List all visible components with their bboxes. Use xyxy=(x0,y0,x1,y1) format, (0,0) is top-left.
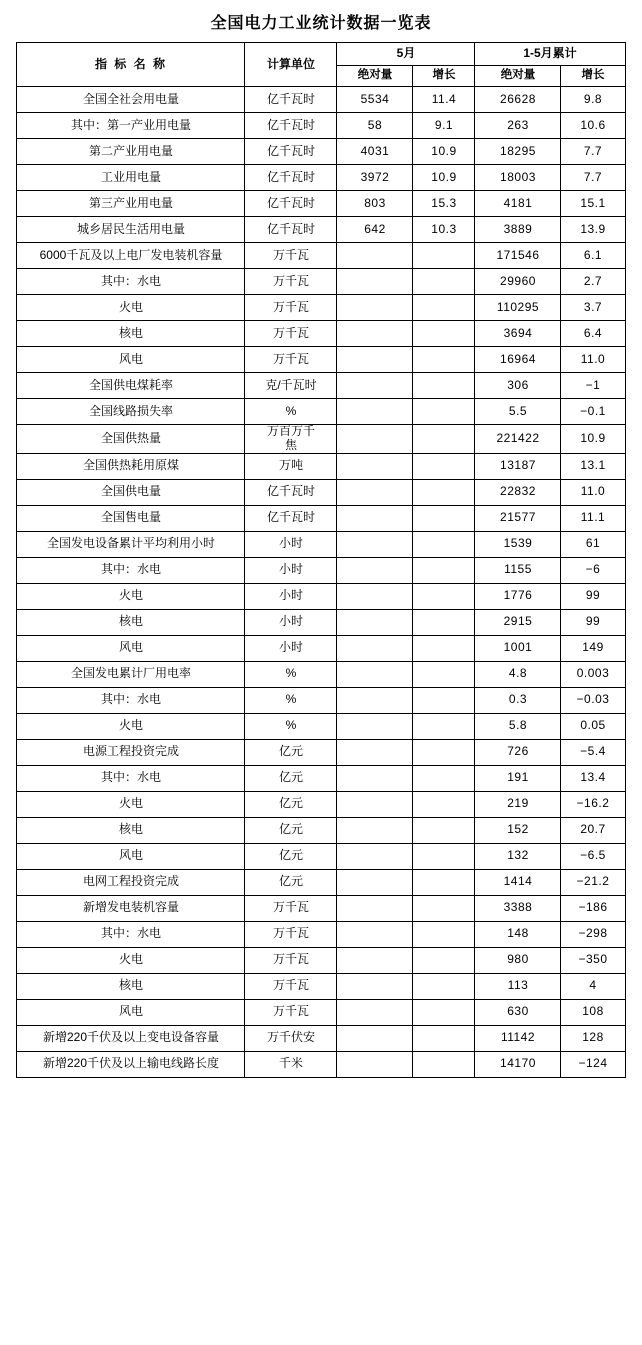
row-indicator-name: 核电 xyxy=(17,817,245,843)
row-unit: 万千瓦 xyxy=(245,295,337,321)
table-row xyxy=(17,817,625,843)
row-month-absolute xyxy=(337,479,413,505)
row-month-growth xyxy=(413,791,475,817)
row-month-growth xyxy=(413,661,475,687)
row-cumulative-absolute: 113 xyxy=(475,973,561,999)
row-cumulative-absolute: 171546 xyxy=(475,243,561,269)
row-cumulative-growth: 0.003 xyxy=(561,661,625,687)
row-indicator-name: 全国供热量 xyxy=(17,425,245,454)
row-indicator-name: 电源工程投资完成 xyxy=(17,739,245,765)
row-indicator-name: 核电 xyxy=(17,973,245,999)
row-month-growth xyxy=(413,453,475,479)
row-month-growth: 10.3 xyxy=(413,217,475,243)
row-indicator-name: 全国供电煤耗率 xyxy=(17,373,245,399)
row-unit: 亿元 xyxy=(245,817,337,843)
row-indicator-name: 火电 xyxy=(17,791,245,817)
row-cumulative-absolute: 22832 xyxy=(475,479,561,505)
row-indicator-name: 其中：水电 xyxy=(17,269,245,295)
row-cumulative-growth: −350 xyxy=(561,947,625,973)
row-unit: 万千瓦 xyxy=(245,243,337,269)
row-month-growth xyxy=(413,921,475,947)
row-month-absolute xyxy=(337,869,413,895)
row-cumulative-growth: 2.7 xyxy=(561,269,625,295)
row-unit: 小时 xyxy=(245,609,337,635)
row-indicator-name: 全国发电设备累计平均利用小时 xyxy=(17,531,245,557)
row-month-growth xyxy=(413,843,475,869)
header-indicator: 指 标 名 称 xyxy=(17,43,245,87)
row-month-absolute xyxy=(337,583,413,609)
row-cumulative-absolute: 5.8 xyxy=(475,713,561,739)
row-month-absolute xyxy=(337,453,413,479)
row-cumulative-absolute: 3694 xyxy=(475,321,561,347)
row-cumulative-growth: 11.0 xyxy=(561,479,625,505)
row-indicator-name: 第三产业用电量 xyxy=(17,191,245,217)
row-month-growth xyxy=(413,869,475,895)
table-row xyxy=(17,425,625,454)
row-cumulative-absolute: 2915 xyxy=(475,609,561,635)
row-cumulative-absolute: 152 xyxy=(475,817,561,843)
row-indicator-name: 新增220千伏及以上输电线路长度 xyxy=(17,1051,245,1077)
row-unit: 小时 xyxy=(245,531,337,557)
row-month-growth xyxy=(413,1025,475,1051)
row-unit: 万吨 xyxy=(245,453,337,479)
row-unit: 亿千瓦时 xyxy=(245,191,337,217)
row-unit: 千米 xyxy=(245,1051,337,1077)
row-month-growth xyxy=(413,635,475,661)
row-indicator-name: 工业用电量 xyxy=(17,165,245,191)
row-month-growth xyxy=(413,1051,475,1077)
row-month-absolute xyxy=(337,321,413,347)
row-cumulative-absolute: 3388 xyxy=(475,895,561,921)
row-unit: 亿元 xyxy=(245,765,337,791)
row-cumulative-absolute: 630 xyxy=(475,999,561,1025)
row-month-absolute xyxy=(337,895,413,921)
row-month-absolute: 58 xyxy=(337,113,413,139)
row-unit: 亿元 xyxy=(245,739,337,765)
row-month-absolute: 803 xyxy=(337,191,413,217)
row-month-growth xyxy=(413,373,475,399)
row-cumulative-absolute: 306 xyxy=(475,373,561,399)
header-group-cumulative: 1-5月累计 xyxy=(475,43,625,66)
row-cumulative-growth: −186 xyxy=(561,895,625,921)
row-month-absolute xyxy=(337,425,413,454)
row-cumulative-absolute: 4181 xyxy=(475,191,561,217)
table-row xyxy=(17,687,625,713)
row-cumulative-growth: −6 xyxy=(561,557,625,583)
row-cumulative-absolute: 29960 xyxy=(475,269,561,295)
row-indicator-name: 风电 xyxy=(17,999,245,1025)
table-header-row-1 xyxy=(17,43,625,66)
row-cumulative-growth: 6.1 xyxy=(561,243,625,269)
row-indicator-name: 电网工程投资完成 xyxy=(17,869,245,895)
row-month-absolute xyxy=(337,999,413,1025)
table-row xyxy=(17,1025,625,1051)
row-month-growth xyxy=(413,973,475,999)
table-row xyxy=(17,191,625,217)
row-indicator-name: 风电 xyxy=(17,347,245,373)
row-month-absolute xyxy=(337,557,413,583)
row-cumulative-absolute: 11142 xyxy=(475,1025,561,1051)
table-row xyxy=(17,373,625,399)
row-month-absolute: 4031 xyxy=(337,139,413,165)
header-cumulative-growth: 增长 xyxy=(561,66,625,87)
row-cumulative-absolute: 18003 xyxy=(475,165,561,191)
row-indicator-name: 6000千瓦及以上电厂发电装机容量 xyxy=(17,243,245,269)
row-cumulative-absolute: 1776 xyxy=(475,583,561,609)
row-indicator-name: 其中：水电 xyxy=(17,557,245,583)
row-indicator-name: 火电 xyxy=(17,947,245,973)
row-cumulative-growth: −16.2 xyxy=(561,791,625,817)
row-month-growth xyxy=(413,321,475,347)
table-row xyxy=(17,791,625,817)
row-indicator-name: 火电 xyxy=(17,583,245,609)
row-month-absolute xyxy=(337,295,413,321)
row-cumulative-growth: 9.8 xyxy=(561,87,625,113)
row-month-absolute xyxy=(337,635,413,661)
row-month-absolute xyxy=(337,661,413,687)
table-row xyxy=(17,453,625,479)
table-row xyxy=(17,947,625,973)
table-row xyxy=(17,765,625,791)
row-month-growth xyxy=(413,531,475,557)
row-cumulative-growth: 7.7 xyxy=(561,139,625,165)
row-cumulative-growth: 11.0 xyxy=(561,347,625,373)
row-cumulative-absolute: 21577 xyxy=(475,505,561,531)
row-indicator-name: 城乡居民生活用电量 xyxy=(17,217,245,243)
row-month-growth: 9.1 xyxy=(413,113,475,139)
row-unit: 亿元 xyxy=(245,869,337,895)
row-indicator-name: 其中：水电 xyxy=(17,687,245,713)
row-cumulative-growth: 10.6 xyxy=(561,113,625,139)
table-row xyxy=(17,505,625,531)
row-cumulative-growth: 10.9 xyxy=(561,425,625,454)
row-cumulative-absolute: 1001 xyxy=(475,635,561,661)
row-month-growth xyxy=(413,765,475,791)
row-cumulative-growth: 4 xyxy=(561,973,625,999)
row-cumulative-absolute: 726 xyxy=(475,739,561,765)
row-cumulative-growth: −21.2 xyxy=(561,869,625,895)
row-month-growth xyxy=(413,947,475,973)
row-month-growth xyxy=(413,739,475,765)
row-unit: 万百万千 焦 xyxy=(245,425,337,454)
row-month-growth xyxy=(413,713,475,739)
row-month-growth: 15.3 xyxy=(413,191,475,217)
row-indicator-name: 核电 xyxy=(17,321,245,347)
row-month-growth xyxy=(413,999,475,1025)
row-indicator-name: 全国全社会用电量 xyxy=(17,87,245,113)
row-indicator-name: 核电 xyxy=(17,609,245,635)
row-month-absolute xyxy=(337,1051,413,1077)
row-cumulative-growth: 128 xyxy=(561,1025,625,1051)
row-cumulative-absolute: 3889 xyxy=(475,217,561,243)
row-cumulative-growth: 149 xyxy=(561,635,625,661)
table-row xyxy=(17,321,625,347)
row-cumulative-absolute: 980 xyxy=(475,947,561,973)
table-row xyxy=(17,243,625,269)
header-unit: 计算单位 xyxy=(245,43,337,87)
row-cumulative-absolute: 5.5 xyxy=(475,399,561,425)
row-month-growth: 10.9 xyxy=(413,165,475,191)
row-unit: 亿千瓦时 xyxy=(245,217,337,243)
row-unit: 亿千瓦时 xyxy=(245,113,337,139)
header-month-growth: 增长 xyxy=(413,66,475,87)
row-month-absolute xyxy=(337,687,413,713)
row-month-absolute: 5534 xyxy=(337,87,413,113)
row-month-growth xyxy=(413,895,475,921)
row-indicator-name: 风电 xyxy=(17,635,245,661)
row-unit: 小时 xyxy=(245,557,337,583)
row-cumulative-growth: 13.9 xyxy=(561,217,625,243)
row-indicator-name: 全国线路损失率 xyxy=(17,399,245,425)
header-cumulative-absolute: 绝对量 xyxy=(475,66,561,87)
row-cumulative-absolute: 110295 xyxy=(475,295,561,321)
row-indicator-name: 全国供电量 xyxy=(17,479,245,505)
row-month-growth xyxy=(413,687,475,713)
row-unit: 万千伏安 xyxy=(245,1025,337,1051)
row-month-growth xyxy=(413,269,475,295)
row-month-absolute: 3972 xyxy=(337,165,413,191)
table-header xyxy=(17,43,625,87)
row-cumulative-growth: 6.4 xyxy=(561,321,625,347)
row-cumulative-growth: 20.7 xyxy=(561,817,625,843)
row-month-absolute xyxy=(337,1025,413,1051)
row-cumulative-growth: 99 xyxy=(561,609,625,635)
row-month-absolute xyxy=(337,739,413,765)
row-cumulative-absolute: 219 xyxy=(475,791,561,817)
table-row xyxy=(17,139,625,165)
row-cumulative-growth: 0.05 xyxy=(561,713,625,739)
row-month-absolute xyxy=(337,373,413,399)
row-unit: % xyxy=(245,399,337,425)
row-month-growth xyxy=(413,347,475,373)
table-row xyxy=(17,921,625,947)
row-indicator-name: 全国售电量 xyxy=(17,505,245,531)
row-cumulative-growth: −298 xyxy=(561,921,625,947)
row-month-absolute xyxy=(337,269,413,295)
table-row xyxy=(17,269,625,295)
row-month-absolute xyxy=(337,973,413,999)
row-cumulative-growth: −5.4 xyxy=(561,739,625,765)
row-cumulative-growth: 7.7 xyxy=(561,165,625,191)
row-indicator-name: 全国发电累计厂用电率 xyxy=(17,661,245,687)
row-unit: 万千瓦 xyxy=(245,321,337,347)
row-unit: % xyxy=(245,713,337,739)
row-cumulative-absolute: 26628 xyxy=(475,87,561,113)
table-row xyxy=(17,295,625,321)
row-unit: % xyxy=(245,661,337,687)
row-cumulative-absolute: 1155 xyxy=(475,557,561,583)
table-row xyxy=(17,165,625,191)
row-month-growth xyxy=(413,295,475,321)
row-unit: 亿元 xyxy=(245,843,337,869)
table-row xyxy=(17,217,625,243)
row-cumulative-absolute: 4.8 xyxy=(475,661,561,687)
row-month-growth: 10.9 xyxy=(413,139,475,165)
row-month-absolute xyxy=(337,243,413,269)
row-month-growth xyxy=(413,557,475,583)
row-month-growth xyxy=(413,609,475,635)
table-row xyxy=(17,479,625,505)
row-indicator-name: 风电 xyxy=(17,843,245,869)
row-month-absolute xyxy=(337,791,413,817)
row-unit: 亿千瓦时 xyxy=(245,87,337,113)
row-cumulative-absolute: 1414 xyxy=(475,869,561,895)
row-unit: 万千瓦 xyxy=(245,895,337,921)
row-unit: 亿千瓦时 xyxy=(245,165,337,191)
page-title: 全国电力工业统计数据一览表 xyxy=(210,15,432,32)
row-cumulative-absolute: 132 xyxy=(475,843,561,869)
row-indicator-name: 其中：水电 xyxy=(17,921,245,947)
row-unit: 万千瓦 xyxy=(245,269,337,295)
row-month-absolute xyxy=(337,609,413,635)
row-unit: 小时 xyxy=(245,583,337,609)
row-cumulative-absolute: 191 xyxy=(475,765,561,791)
table-row xyxy=(17,999,625,1025)
row-unit: 小时 xyxy=(245,635,337,661)
row-unit: 万千瓦 xyxy=(245,921,337,947)
table-row xyxy=(17,583,625,609)
row-unit: % xyxy=(245,687,337,713)
table-row xyxy=(17,609,625,635)
row-month-absolute: 642 xyxy=(337,217,413,243)
row-unit: 亿元 xyxy=(245,791,337,817)
row-cumulative-growth: −0.03 xyxy=(561,687,625,713)
row-month-absolute xyxy=(337,947,413,973)
row-cumulative-growth: 13.1 xyxy=(561,453,625,479)
table-row xyxy=(17,113,625,139)
row-cumulative-absolute: 1539 xyxy=(475,531,561,557)
row-month-absolute xyxy=(337,921,413,947)
row-cumulative-growth: 99 xyxy=(561,583,625,609)
header-group-month: 5月 xyxy=(337,43,475,66)
table-row xyxy=(17,635,625,661)
table-row xyxy=(17,347,625,373)
row-month-absolute xyxy=(337,765,413,791)
row-month-absolute xyxy=(337,843,413,869)
row-indicator-name: 第二产业用电量 xyxy=(17,139,245,165)
row-cumulative-growth: −124 xyxy=(561,1051,625,1077)
row-indicator-name: 其中：第一产业用电量 xyxy=(17,113,245,139)
row-unit: 万千瓦 xyxy=(245,973,337,999)
row-cumulative-absolute: 14170 xyxy=(475,1051,561,1077)
statistics-table xyxy=(16,42,625,1078)
row-cumulative-absolute: 263 xyxy=(475,113,561,139)
row-unit: 万千瓦 xyxy=(245,947,337,973)
row-month-absolute xyxy=(337,817,413,843)
row-cumulative-growth: 15.1 xyxy=(561,191,625,217)
row-cumulative-growth: 13.4 xyxy=(561,765,625,791)
row-month-absolute xyxy=(337,347,413,373)
row-cumulative-absolute: 18295 xyxy=(475,139,561,165)
table-row xyxy=(17,843,625,869)
row-cumulative-absolute: 16964 xyxy=(475,347,561,373)
row-month-growth xyxy=(413,425,475,454)
table-body xyxy=(17,87,625,1078)
table-row xyxy=(17,661,625,687)
row-cumulative-growth: 61 xyxy=(561,531,625,557)
row-month-growth xyxy=(413,479,475,505)
row-cumulative-growth: −6.5 xyxy=(561,843,625,869)
row-indicator-name: 火电 xyxy=(17,295,245,321)
row-indicator-name: 火电 xyxy=(17,713,245,739)
row-month-growth xyxy=(413,399,475,425)
row-unit: 万千瓦 xyxy=(245,999,337,1025)
row-month-growth xyxy=(413,243,475,269)
row-unit: 万千瓦 xyxy=(245,347,337,373)
table-row xyxy=(17,973,625,999)
table-row xyxy=(17,87,625,113)
table-row xyxy=(17,1051,625,1077)
row-month-absolute xyxy=(337,531,413,557)
row-month-growth xyxy=(413,817,475,843)
table-row xyxy=(17,399,625,425)
row-month-growth xyxy=(413,583,475,609)
table-row xyxy=(17,739,625,765)
row-cumulative-absolute: 221422 xyxy=(475,425,561,454)
row-unit: 亿千瓦时 xyxy=(245,139,337,165)
row-indicator-name: 全国供热耗用原煤 xyxy=(17,453,245,479)
table-row xyxy=(17,531,625,557)
header-month-absolute: 绝对量 xyxy=(337,66,413,87)
row-cumulative-growth: 108 xyxy=(561,999,625,1025)
row-indicator-name: 新增220千伏及以上变电设备容量 xyxy=(17,1025,245,1051)
table-row xyxy=(17,869,625,895)
table-row xyxy=(17,895,625,921)
row-unit: 亿千瓦时 xyxy=(245,505,337,531)
table-row xyxy=(17,557,625,583)
row-cumulative-growth: −1 xyxy=(561,373,625,399)
row-indicator-name: 其中：水电 xyxy=(17,765,245,791)
row-cumulative-absolute: 0.3 xyxy=(475,687,561,713)
row-cumulative-growth: 3.7 xyxy=(561,295,625,321)
row-month-growth xyxy=(413,505,475,531)
table-row xyxy=(17,713,625,739)
row-indicator-name: 新增发电装机容量 xyxy=(17,895,245,921)
row-cumulative-absolute: 148 xyxy=(475,921,561,947)
row-month-absolute xyxy=(337,713,413,739)
row-unit: 亿千瓦时 xyxy=(245,479,337,505)
row-cumulative-absolute: 13187 xyxy=(475,453,561,479)
row-month-growth: 11.4 xyxy=(413,87,475,113)
row-cumulative-growth: −0.1 xyxy=(561,399,625,425)
row-unit: 克/千瓦时 xyxy=(245,373,337,399)
row-month-absolute xyxy=(337,399,413,425)
row-cumulative-growth: 11.1 xyxy=(561,505,625,531)
row-month-absolute xyxy=(337,505,413,531)
